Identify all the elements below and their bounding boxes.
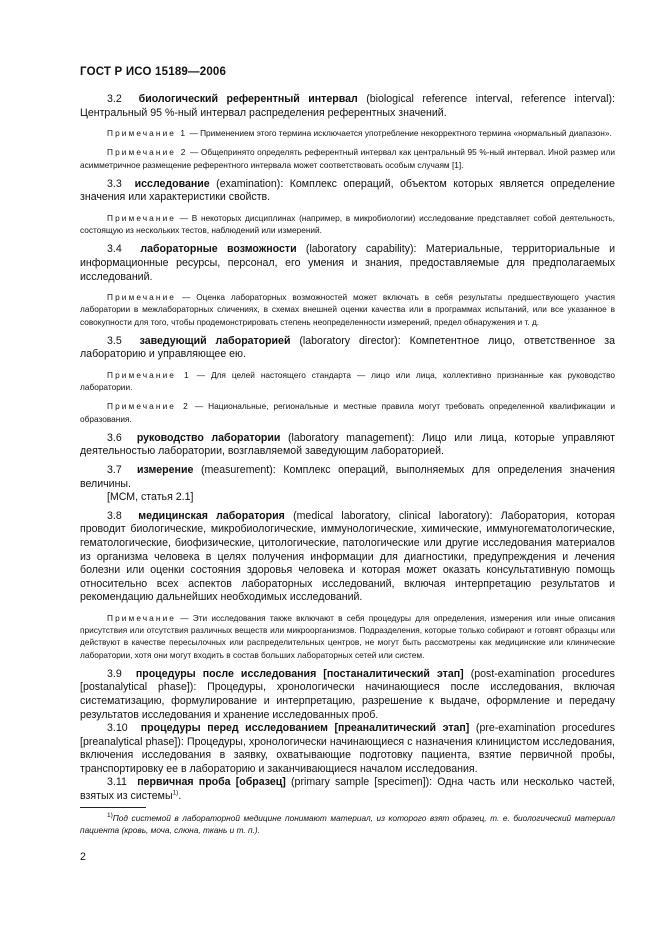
term-definition: (post-examination procedures [postanalytical phase]): Процедуры, хронологически начинающиеся после исследования, включая систематизацию, формулирование и интерпретацию, разрешение к выдаче, оформление и передачу результатов исследования и хранение исследованных проб. — [80, 667, 615, 721]
term-name: лабораторные возможности — [140, 243, 297, 256]
term-definition: (biological reference interval, reference interval): Центральный 95 %-ный интервал распределения референтных значений. — [80, 93, 615, 119]
note-text: — Для целей настоящего стандарта — лицо или лица, коллективно признанные как руководство лаборатории. — [80, 369, 615, 393]
term-name: процедуры после исследования [постаналитический этап] — [135, 667, 464, 680]
term-entry-3-6 — [80, 432, 615, 459]
term-number: 3.11 — [107, 776, 127, 789]
note — [80, 127, 615, 139]
term-number: 3.4 — [107, 243, 122, 256]
term-name: процедуры перед исследованием [преаналитический этап] — [140, 722, 470, 735]
term-definition: (examination): Комплекс операций, объектом которых является определение значения или характеристики свойств. — [80, 177, 615, 204]
footnote-text: Под системой в лабораторной медицине понимают материал, из которого взят образец, т. е. биологический материал пациента (кровь, моча, слюна, ткань и т. п.). — [80, 813, 615, 836]
note-text: — Применением этого термина исключается употребление некорректного термина «нормальный диапазон». — [187, 128, 612, 139]
term-definition: (laboratory management): Лицо или лица, которые управляют деятельностью лаборатории, возглавляемой заведующим лабораторией. — [80, 431, 615, 458]
note-text: — Общепринято определять референтный интервал как центральный 95 %-ный интервал. Иной размер или асимметричное размещение референтного интервала может соответствовать особым случаям [1]. — [80, 147, 615, 170]
term-number: 3.10 — [107, 722, 128, 735]
note-text: — Эти исследования также включают в себя процедуры для определения, измерения или иные описания присутствия или отсутствия различных веществ или микроорганизмов. Подразделения, которые только собирают и готовят образцы или действуют в качестве пересылочных или распределительных центров, не могут быть рассмотрены как медицинские или клинические лаборатории, хотя они могут входить в состав больших лабораторных сетей или систем. — [80, 612, 615, 660]
term-definition: (pre-examination procedures [preanalytical phase]): Процедуры, хронологически начинающиеся с назначения клиницистом исследования, включения исследования в заявку, охватывающие подготовку пациента, взятие первичной пробы, транспортировку ее в лабораторию и заканчивающиеся началом исследования. — [80, 722, 615, 775]
term-definition: (measurement): Комплекс операций, выполняемых для определения значения величины. — [80, 463, 616, 490]
term-number: 3.6 — [107, 431, 122, 444]
footnote-marker: 1) — [107, 812, 113, 820]
page-number: 2 — [80, 851, 86, 863]
term-number: 3.3 — [107, 177, 122, 190]
term-number: 3.8 — [107, 509, 122, 522]
note-label: Примечание 2 — [107, 401, 190, 412]
term-source: [МСМ, статья 2.1] — [107, 491, 194, 504]
page-content — [80, 93, 615, 804]
note — [80, 146, 615, 170]
term-entry-3-8 — [80, 510, 615, 605]
note — [80, 212, 615, 236]
note — [80, 291, 615, 328]
term-name: биологический референтный интервал — [138, 93, 358, 105]
term-name: заведующий лабораторией — [139, 334, 291, 347]
term-definition: (primary sample [specimen]): Одна часть или несколько частей, взятых из системы — [80, 776, 615, 803]
note-label: Примечание — [107, 212, 177, 223]
term-name: исследование — [134, 177, 210, 190]
term-entry-3-10 — [80, 722, 615, 776]
note — [80, 369, 615, 393]
term-name: первичная проба [образец] — [137, 776, 286, 789]
note — [80, 400, 615, 424]
note-label: Примечание — [107, 612, 177, 623]
term-number: 3.9 — [107, 667, 122, 680]
term-entry-3-7 — [80, 464, 615, 491]
note — [80, 612, 615, 661]
note-label: Примечание 2 — [107, 147, 188, 158]
term-entry-3-3 — [80, 178, 615, 205]
term-name: измерение — [136, 463, 194, 476]
footnote — [80, 812, 615, 836]
note-text: — В некоторых дисциплинах (например, в микробиологии) исследование представляет собой деятельность, состоящую из нескольких тестов, наблюдений или измерений. — [80, 212, 615, 236]
term-number: 3.7 — [107, 463, 122, 476]
term-entry-3-5 — [80, 335, 615, 362]
term-definition: (medical laboratory, clinical laboratory): Лаборатория, которая проводит биологические, микробиологические, иммунологические, химические, иммуногематологические, гематологические, биофизические, цитологические, патологические или другие исследования материалов из организма человека в целях получения информации для диагностики, предупреждения и лечения болезни или оценки состояния здоровья человека и которая может оказать консультативную помощь относительно всех аспектов лабораторных исследований, включая интерпретацию результатов и рекомендацию дальнейших необходимых исследований. — [80, 509, 615, 604]
term-entry-3-9 — [80, 668, 615, 722]
term-entry-3-11: 3.11 первичная проба [образец] (primary sample [specimen]): Одна часть или несколько частей, взятых из системы$^{1)}$. — [80, 776, 615, 803]
note-label: Примечание 1 — [107, 128, 188, 139]
footnote-divider — [80, 807, 146, 808]
note-label: Примечание 1 — [107, 369, 191, 380]
page-header: ГОСТ Р ИСО 15189—2006 — [80, 66, 227, 78]
note-label: Примечание — [107, 292, 177, 303]
term-entry-3-4 — [80, 243, 615, 284]
term-number: 3.5 — [107, 334, 122, 347]
term-number: 3.2 — [107, 93, 122, 105]
term-definition: (laboratory director): Компетентное лицо, ответственное за лабораторию и управляющее ею. — [80, 334, 615, 361]
term-name: руководство лаборатории — [136, 431, 281, 444]
footnote-ref[interactable]: 1) — [172, 789, 179, 797]
term-definition: (laboratory capability): Материальные, территориальные и информационные ресурсы, персонал, его умения и знания, предоставляемые для предполагаемых исследований. — [80, 243, 616, 283]
term-name: медицинская лаборатория — [138, 509, 285, 522]
term-entry-3-2 — [80, 93, 615, 120]
note-text: — Национальные, региональные и местные правила могут требовать определенной квалификации и образования. — [80, 401, 615, 424]
note-text: — Оценка лабораторных возможностей может включать в себя результаты предшествующего участия лаборатории в межлабораторных сличениях, в схемах внешней оценки качества или в программах испытаний, или все указанное в совокупности для того, чтобы продемонстрировать степень неопределенности измерений, предел обнаружения и т. д. — [80, 292, 615, 327]
